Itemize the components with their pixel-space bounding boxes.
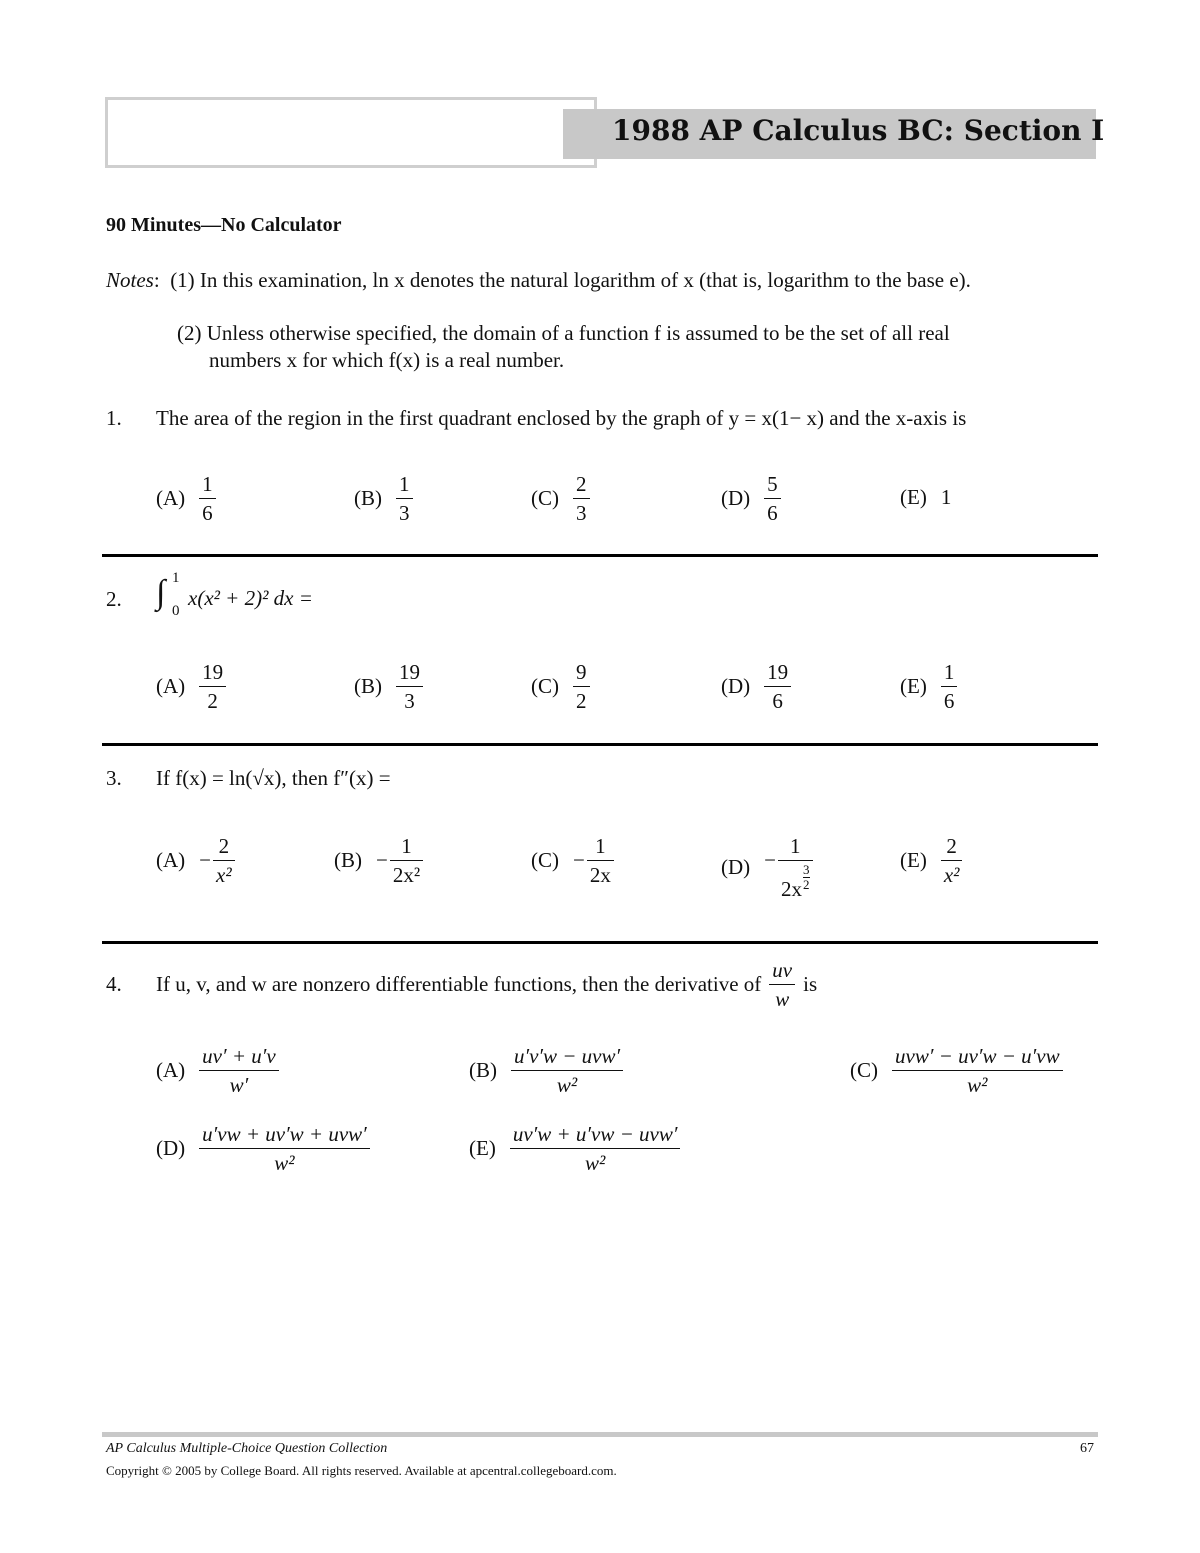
divider-rule bbox=[102, 743, 1098, 746]
q1-number: 1. bbox=[106, 406, 122, 430]
q3-text: If f(x) = ln(√x), then f″(x) = bbox=[156, 766, 391, 790]
choice-fraction: $\frac{1}{6}$ bbox=[199, 472, 216, 525]
q2-choice-a bbox=[156, 660, 226, 713]
choice-label: (A) bbox=[156, 674, 186, 699]
choice-label: (A) bbox=[156, 848, 186, 873]
integral-upper-limit: 1 bbox=[172, 570, 180, 586]
minus-sign: − bbox=[199, 848, 211, 873]
q2-choice-c bbox=[531, 660, 590, 713]
choice-label: (C) bbox=[850, 1058, 878, 1083]
q4-choice-c bbox=[850, 1044, 1063, 1097]
choice-label: (B) bbox=[469, 1058, 497, 1083]
choice-fraction: $\frac{1}{\text{2x²}}$ bbox=[390, 834, 423, 887]
q2-choice-d bbox=[721, 660, 791, 713]
choice-fraction: $\frac{19}{2}$ bbox=[199, 660, 226, 713]
choice-fraction: $\frac{uv' + u'v}{w'}$ bbox=[199, 1044, 279, 1097]
page-title: 1988 AP Calculus BC: Section I bbox=[612, 114, 1105, 147]
choice-label: (E) bbox=[469, 1136, 496, 1161]
footer-rule bbox=[102, 1432, 1098, 1437]
choice-label: (D) bbox=[156, 1136, 186, 1161]
choice-label: (D) bbox=[721, 674, 751, 699]
choice-label: (A) bbox=[156, 486, 186, 511]
footer-copyright: Copyright © 2005 by College Board. All rights reserved. Available at apcentral.collegeboard.com. bbox=[106, 1463, 617, 1478]
q3-choice-b bbox=[334, 834, 423, 887]
choice-label: (B) bbox=[334, 848, 362, 873]
minus-sign: − bbox=[573, 848, 585, 873]
q4-choice-a bbox=[156, 1044, 279, 1097]
q4-fraction: $\frac{uv}{w}$ bbox=[769, 958, 795, 1011]
q2-choice-e bbox=[900, 660, 957, 713]
q3-choice-d bbox=[721, 834, 813, 901]
choice-label: (D) bbox=[721, 855, 751, 880]
choice-fraction: $\frac{9}{2}$ bbox=[573, 660, 590, 713]
choice-fraction: $\frac{1}{6}$ bbox=[941, 660, 958, 713]
integral-lower-limit: 0 bbox=[172, 603, 180, 619]
choice-fraction: 1 2x 3 2 bbox=[778, 834, 813, 901]
q1-choice-c bbox=[531, 472, 590, 525]
note-1: (1) In this examination, ln x denotes the natural logarithm of x (that is, logarithm to the base e). bbox=[170, 268, 971, 292]
choice-fraction: $\frac{19}{6}$ bbox=[764, 660, 791, 713]
q1-choice-b bbox=[354, 472, 413, 525]
q4-number: 4. bbox=[106, 972, 122, 996]
notes-label: Notes bbox=[106, 268, 154, 292]
choice-label: (B) bbox=[354, 674, 382, 699]
q1-choice-d bbox=[721, 472, 781, 525]
choice-fraction: $\frac{1}{3}$ bbox=[396, 472, 413, 525]
choice-fraction: $\frac{19}{3}$ bbox=[396, 660, 423, 713]
notes-block: Notes: (1) In this examination, ln x denotes the natural logarithm of x (that is, logarithm to the base e). bbox=[106, 268, 971, 292]
choice-label: (E) bbox=[900, 848, 927, 873]
header-left-box bbox=[105, 97, 597, 168]
q4-choice-d bbox=[156, 1122, 370, 1175]
divider-rule bbox=[102, 941, 1098, 944]
denominator-base: 2x bbox=[781, 877, 802, 902]
choice-fraction: $\frac{\text{uv′w + u′vw − uvw′}}{\text{w²}}$ bbox=[510, 1122, 681, 1175]
minus-sign: − bbox=[376, 848, 388, 873]
choice-fraction: $\frac{2}{3}$ bbox=[573, 472, 590, 525]
q4-text-after: is bbox=[803, 972, 818, 997]
q2-choice-b bbox=[354, 660, 423, 713]
choice-label: (A) bbox=[156, 1058, 186, 1083]
choice-label: (C) bbox=[531, 848, 559, 873]
q1-choice-e bbox=[900, 485, 951, 510]
q3-number: 3. bbox=[106, 766, 122, 790]
q4-text-before: If u, v, and w are nonzero differentiable functions, then the derivative of bbox=[156, 972, 762, 997]
choice-fraction: $\frac{1}{2x}$ bbox=[587, 834, 614, 887]
choice-fraction: $\frac{\text{u′vw + uv′w + uvw′}}{\text{w²}}$ bbox=[199, 1122, 370, 1175]
q1-text: The area of the region in the first quadrant enclosed by the graph of y = x(1− x) and the x-axis is bbox=[156, 406, 967, 430]
q4-choice-e bbox=[469, 1122, 680, 1175]
choice-label: (E) bbox=[900, 674, 927, 699]
choice-label: (E) bbox=[900, 485, 927, 509]
q4-choice-b bbox=[469, 1044, 623, 1097]
minus-sign: − bbox=[764, 848, 776, 872]
choice-value: 1 bbox=[940, 485, 952, 509]
choice-label: (C) bbox=[531, 486, 559, 511]
time-note: 90 Minutes—No Calculator bbox=[106, 214, 342, 236]
q2-number: 2. bbox=[106, 587, 122, 611]
choice-fraction: $\frac{5}{6}$ bbox=[764, 472, 781, 525]
footer-collection: AP Calculus Multiple-Choice Question Collection bbox=[106, 1441, 388, 1456]
q4-question bbox=[156, 958, 817, 1011]
q3-choice-e bbox=[900, 834, 962, 887]
choice-fraction: $\frac{\text{u′v′w − uvw′}}{\text{w²}}$ bbox=[511, 1044, 623, 1097]
note-2-line-1: (2) Unless otherwise specified, the domain of a function f is assumed to be the set of all real bbox=[177, 321, 950, 345]
choice-label: (D) bbox=[721, 486, 751, 511]
integral-sign-icon: ∫ bbox=[156, 574, 166, 611]
choice-fraction: $\frac{2}{\text{x²}}$ bbox=[213, 834, 235, 887]
page-number: 67 bbox=[1080, 1441, 1094, 1456]
integrand: x(x² + 2)² dx = bbox=[188, 586, 313, 610]
q3-choice-c bbox=[531, 834, 614, 887]
exponent-fraction: 3 2 bbox=[803, 862, 810, 892]
q1-choice-a bbox=[156, 472, 216, 525]
choice-fraction: $\frac{2}{\text{x²}}$ bbox=[941, 834, 963, 887]
choice-fraction: $\frac{\text{uvw′ − uv′w − u′vw}}{\text{w²}}$ bbox=[892, 1044, 1063, 1097]
note-2-line-2: numbers x for which f(x) is a real number. bbox=[209, 348, 565, 372]
q3-choice-a bbox=[156, 834, 235, 887]
divider-rule bbox=[102, 554, 1098, 557]
choice-label: (B) bbox=[354, 486, 382, 511]
choice-label: (C) bbox=[531, 674, 559, 699]
